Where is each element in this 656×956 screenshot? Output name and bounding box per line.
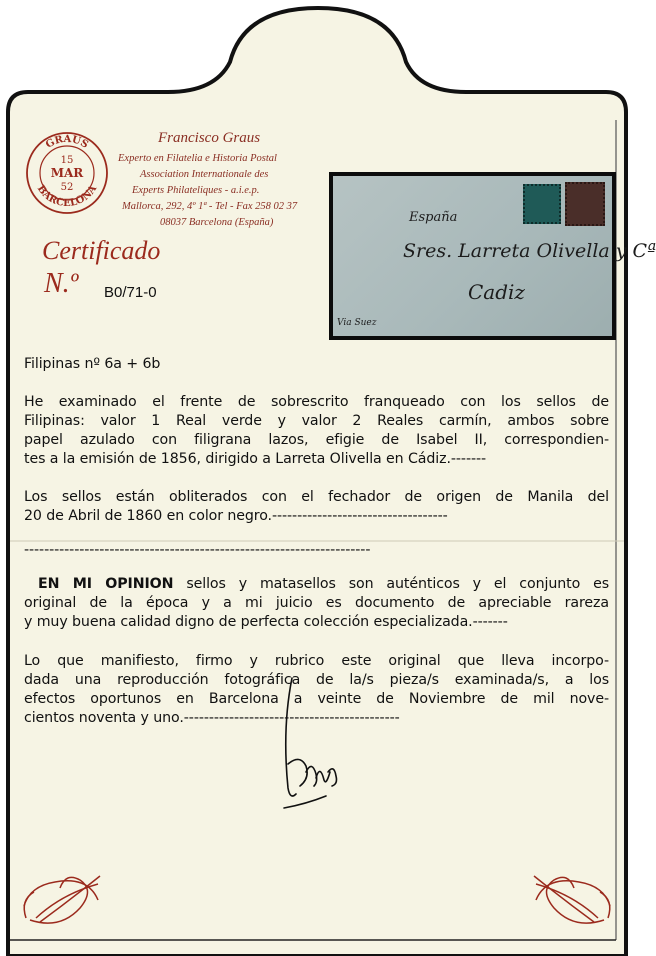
postmark-top-text: GRAUS <box>44 133 91 151</box>
stamp-catalog-heading: Filipinas nº 6a + 6b <box>24 356 161 372</box>
postmark-day: 15 <box>60 155 74 166</box>
paragraph-line: original de la época y a mi juicio es documento de apreciable rareza <box>24 595 609 611</box>
paragraph-line: Lo que manifiesto, firmo y rubrico este original que lleva incorpo- <box>24 653 609 669</box>
cover-line-2: Sres. Larreta Olivella y Cª <box>403 240 656 262</box>
header-line-4: Mallorca, 292, 4º 1ª - Tel - Fax 258 02 37 <box>122 201 298 212</box>
paragraph-line: y muy buena calidad digno de perfecta colección especializada.------- <box>24 614 508 630</box>
paragraph-line: cientos noventa y uno.------------------------------------------- <box>24 710 400 726</box>
paragraph-opinion <box>24 575 609 632</box>
opinion-line-tail: sellos y matasellos son auténticos y el conjunto es <box>173 576 609 592</box>
paragraph-line: tes a la emisión de 1856, dirigido a Larreta Olivella en Cádiz.------- <box>24 451 487 467</box>
paragraph-line: 20 de Abril de 1860 en color negro.----------------------------------- <box>24 508 448 524</box>
expert-name: Francisco Graus <box>158 130 261 146</box>
postmark-bottom-text: BARCELONA <box>34 183 100 210</box>
separator-line: --------------------------------------------------------------------- <box>24 542 371 558</box>
paragraph-line: Los sellos están obliterados con el fechador de origen de Manila del <box>24 489 609 505</box>
postage-stamp-green <box>523 184 561 224</box>
number-label: N.º <box>44 268 79 299</box>
paragraph-line: dada una reproducción fotográfica de la/s pieza/s examinada/s, a los <box>24 672 609 688</box>
paragraph-line: Filipinas: valor 1 Real verde y valor 2 Reales carmín, ambos sobre <box>24 413 609 429</box>
certificate-number: B0/71-0 <box>104 284 157 301</box>
header-line-2: Association Internationale des <box>140 169 269 180</box>
cover-line-4: Via Suez <box>337 318 377 328</box>
paragraph-line: He examinado el frente de sobrescrito franqueado con los sellos de <box>24 394 609 410</box>
cover-photograph <box>329 172 656 340</box>
paragraph-line: efectos oportunos en Barcelona a veinte de Noviembre de mil nove- <box>24 691 609 707</box>
postmark-year: 52 <box>60 182 74 193</box>
header-line-1: Experto en Filatelia e Historia Postal <box>118 153 277 164</box>
opinion-label: EN MI OPINION <box>38 576 174 592</box>
paragraph-line <box>24 575 609 594</box>
header-line-5: 08037 Barcelona (España) <box>160 217 274 228</box>
paragraph-obliteration <box>24 488 609 526</box>
postmark-stamp <box>24 130 110 216</box>
certificate-title: Certificado <box>42 236 161 265</box>
header-line-3: Experts Philateliques - a.i.e.p. <box>132 185 260 196</box>
cover-line-1: España <box>409 210 458 225</box>
signature <box>270 668 350 818</box>
postmark-month: MAR <box>50 166 84 180</box>
postage-stamp-carmine <box>565 182 605 226</box>
paragraph-examination <box>24 393 609 469</box>
paragraph-line: papel azulado con filigrana lazos, efigie de Isabel II, correspondien- <box>24 432 609 448</box>
cover-line-3: Cadiz <box>468 280 525 304</box>
